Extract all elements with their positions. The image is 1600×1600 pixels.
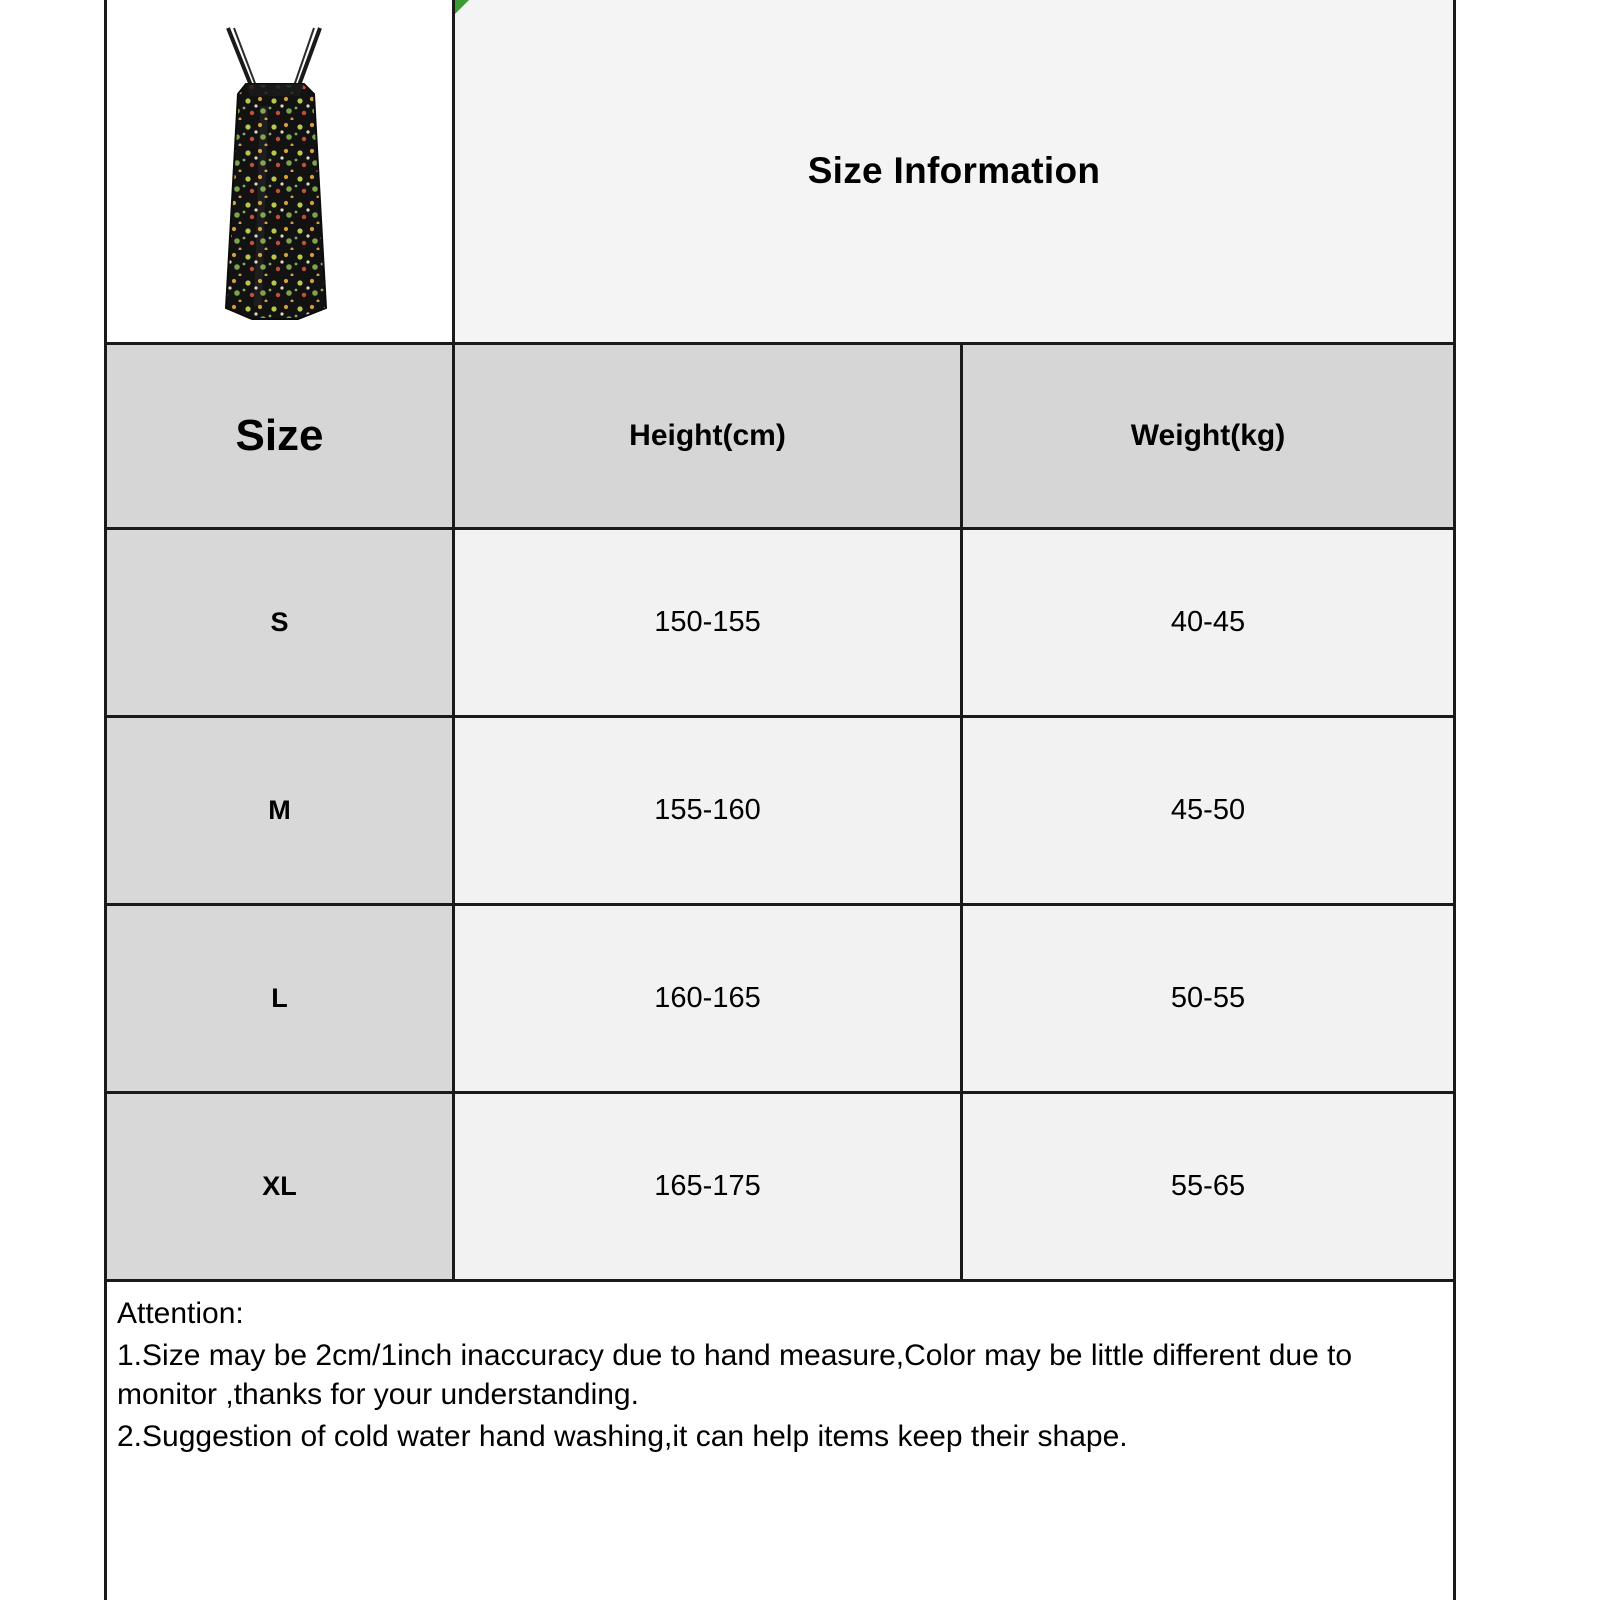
corner-accent-icon	[455, 0, 469, 14]
cell-size: XL	[107, 1094, 455, 1279]
product-image-cell	[107, 0, 455, 342]
table-row	[107, 1094, 1453, 1282]
cell-height: 155-160	[455, 718, 963, 903]
table-header-row	[107, 345, 1453, 530]
cell-height: 150-155	[455, 530, 963, 715]
column-header-height: Height(cm)	[455, 345, 963, 527]
dress-icon	[190, 16, 370, 326]
chart-header-row	[107, 0, 1453, 345]
cell-weight: 50-55	[963, 906, 1453, 1091]
chart-title: Size Information	[455, 0, 1453, 342]
column-header-weight: Weight(kg)	[963, 345, 1453, 527]
table-row	[107, 718, 1453, 906]
size-chart	[104, 0, 1456, 1600]
attention-note-1: 1.Size may be 2cm/1inch inaccuracy due to hand measure,Color may be little different due to monitor ,thanks for your understanding.	[117, 1338, 1353, 1412]
cell-size: S	[107, 530, 455, 715]
cell-size: L	[107, 906, 455, 1091]
cell-height: 165-175	[455, 1094, 963, 1279]
column-header-size: Size	[107, 345, 455, 527]
attention-block	[107, 1282, 1453, 1600]
table-row	[107, 906, 1453, 1094]
attention-heading: Attention:	[117, 1297, 244, 1330]
cell-height: 160-165	[455, 906, 963, 1091]
cell-size: M	[107, 718, 455, 903]
attention-note-2: 2.Suggestion of cold water hand washing,it can help items keep their shape.	[117, 1419, 1128, 1453]
cell-weight: 45-50	[963, 718, 1453, 903]
cell-weight: 40-45	[963, 530, 1453, 715]
cell-weight: 55-65	[963, 1094, 1453, 1279]
table-row	[107, 530, 1453, 718]
